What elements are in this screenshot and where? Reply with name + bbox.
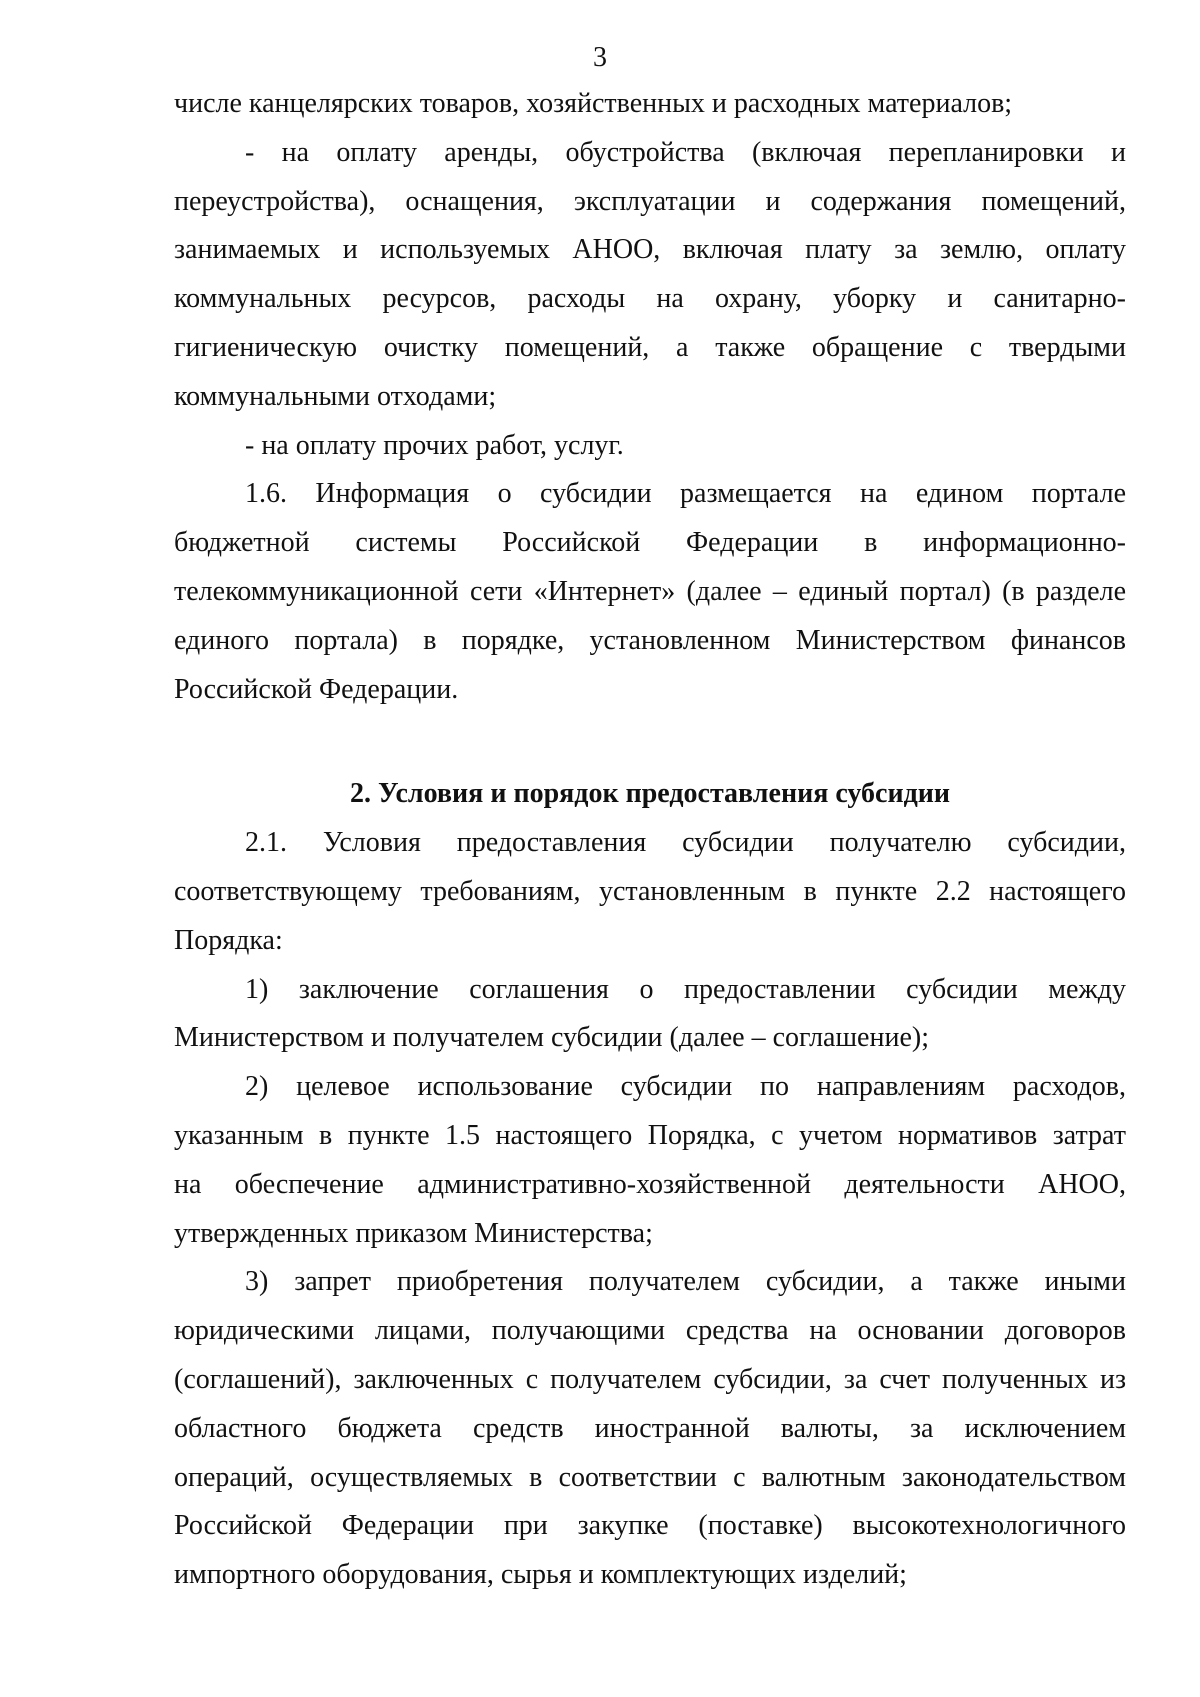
- text-line: коммунальных ресурсов, расходы на охрану, уборку и санитарно-: [174, 283, 1126, 315]
- text-line: 3) запрет приобретения получателем субсидии, а также иными: [245, 1266, 1126, 1298]
- page-number: 3: [593, 42, 607, 73]
- document-body: [174, 80, 1126, 1600]
- paragraph: [174, 1063, 1126, 1258]
- text-line: юридическими лицами, получающими средства на основании договоров: [174, 1315, 1126, 1347]
- text-line: единого портала) в порядке, установленном Министерством финансов: [174, 624, 1126, 656]
- text-line: числе канцелярских товаров, хозяйственных и расходных материалов;: [174, 88, 1013, 119]
- text-line: - на оплату аренды, обустройства (включая перепланировки и: [245, 136, 1126, 168]
- text-line: бюджетной системы Российской Федерации в информационно-: [174, 527, 1126, 559]
- paragraph: [174, 129, 1126, 422]
- paragraph: [174, 819, 1126, 965]
- text-line: 2) целевое использование субсидии по направлениям расходов,: [245, 1071, 1126, 1103]
- paragraph: [174, 470, 1126, 714]
- text-line: 1.6. Информация о субсидии размещается на едином портале: [245, 478, 1126, 510]
- text-line: 1) заключение соглашения о предоставлении субсидии между: [245, 973, 1126, 1005]
- text-line: Российской Федерации при закупке (поставке) высокотехнологичного: [174, 1510, 1126, 1542]
- text-line: - на оплату прочих работ, услуг.: [245, 429, 624, 461]
- text-line: импортного оборудования, сырья и комплектующих изделий;: [174, 1559, 907, 1591]
- text-line: занимаемых и используемых АНОО, включая плату за землю, оплату: [174, 234, 1126, 266]
- text-line: переустройства), оснащения, эксплуатации и содержания помещений,: [174, 185, 1126, 217]
- text-line: гигиеническую очистку помещений, а также обращение с твердыми: [174, 331, 1126, 363]
- text-line: областного бюджета средств иностранной валюты, за исключением: [174, 1412, 1126, 1444]
- paragraph: [174, 422, 1126, 471]
- text-line: Российской Федерации.: [174, 673, 459, 705]
- paragraph: [174, 80, 1126, 129]
- text-line: (соглашений), заключенных с получателем субсидии, за счет полученных из: [174, 1363, 1126, 1395]
- text-line: указанным в пункте 1.5 настоящего Порядка, с учетом нормативов затрат: [174, 1119, 1126, 1151]
- text-line: утвержденных приказом Министерства;: [174, 1217, 653, 1249]
- text-line: Порядка:: [174, 924, 283, 956]
- text-line: соответствующему требованиям, установленным в пункте 2.2 настоящего: [174, 875, 1126, 907]
- text-line: 2.1. Условия предоставления субсидии получателю субсидии,: [245, 827, 1126, 859]
- text-line: телекоммуникационной сети «Интернет» (далее – единый портал) (в разделе: [174, 575, 1126, 607]
- text-line: операций, осуществляемых в соответствии с валютным законодательством: [174, 1461, 1126, 1493]
- section-spacer: [174, 714, 1126, 770]
- paragraph: [174, 966, 1126, 1064]
- section-heading: 2. Условия и порядок предоставления субсидии: [349, 778, 951, 810]
- text-line: на обеспечение административно-хозяйственной деятельности АНОО,: [174, 1168, 1126, 1200]
- text-line: коммунальными отходами;: [174, 380, 497, 412]
- paragraph: [174, 1258, 1126, 1600]
- text-line: Министерством и получателем субсидии (далее – соглашение);: [174, 1022, 929, 1054]
